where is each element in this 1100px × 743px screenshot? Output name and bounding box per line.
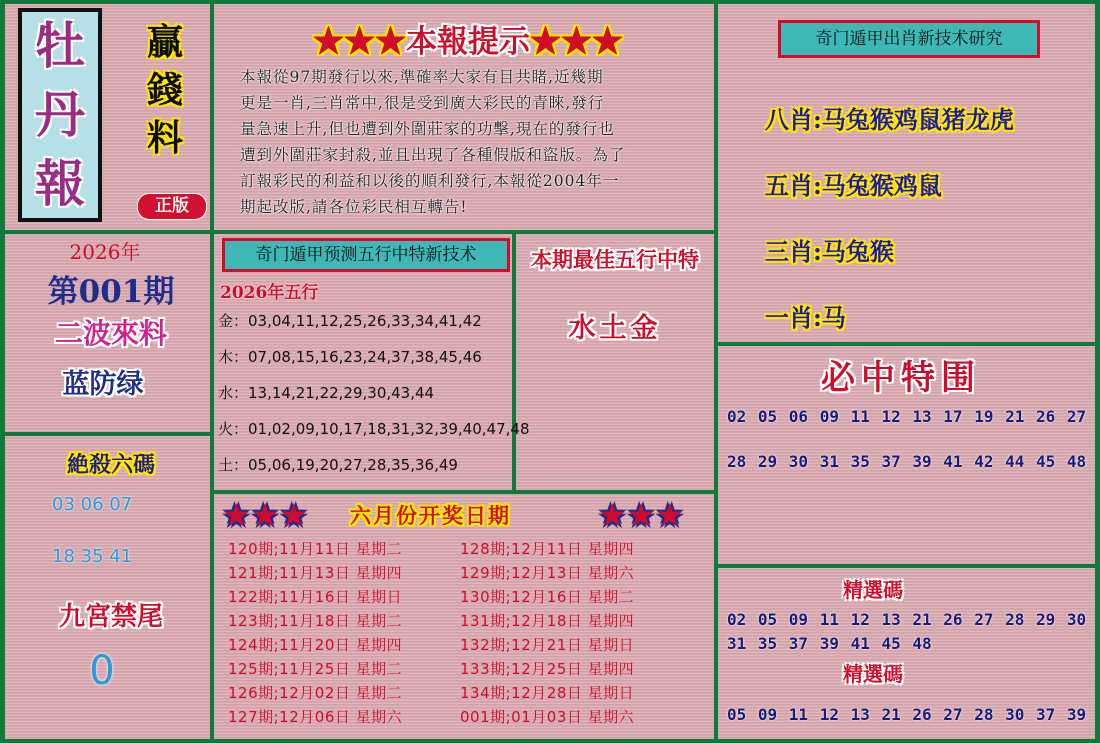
list-item: 127期;12月06日 星期六 [228,708,403,726]
logo-char-3: 報 [35,153,85,213]
draw-schedule-title: 六月份开奖日期 [350,503,511,528]
list-item: 120期;11月11日 星期二 [228,540,403,558]
issue-year: 2026年 [69,240,141,264]
notice-title [308,16,628,61]
tagline-char-3: 料 [146,117,183,159]
draw-list-left [228,538,402,730]
wuxing-row-water: 水：13,14,21,22,29,30,43,44 [218,384,435,402]
list-item: 131期;12月18日 星期四 [460,612,635,630]
selected-row-3: 05 09 11 12 13 21 26 27 28 30 37 39 [727,705,1087,724]
wuxing-row-metal: 金：03,04,11,12,25,26,33,34,41,42 [218,312,482,330]
masthead-logo [18,8,102,222]
list-item: 130期;12月16日 星期二 [460,588,635,606]
list-item: 128期;12月11日 星期四 [460,540,635,558]
notice-body [240,64,695,220]
tail-ban-value: 0 [89,648,115,694]
draw-list-right [460,538,634,730]
star-icon-right: ★★★ [598,496,685,534]
notice-title-text: 本報提示 [406,24,530,60]
genuine-badge: 正版 [137,193,207,220]
wuxing-row-wood: 木：07,08,15,16,23,24,37,38,45,46 [218,348,482,366]
logo-char-1: 牡 [35,16,85,76]
notice-line: 訂報彩民的利益和以後的順利發行,本報從2004年一 [240,172,620,190]
list-item: 123期;11月18日 星期二 [228,612,403,630]
notice-line: 量急速上升,但也遭到外圍莊家的功擊,現在的發行也 [240,120,615,138]
wuxing-box-title: 奇门遁甲预测五行中特新技术 [222,238,510,272]
zodiac-box-title: 奇门遁甲出肖新技术研究 [778,20,1040,58]
star-icon-left: ★★★ [313,24,406,60]
list-item: 001期;01月03日 星期六 [460,708,635,726]
selected-title-2: 精選碼 [843,662,903,686]
wuxing-row-fire: 火：01,02,09,10,17,18,31,32,39,40,47,48 [218,420,530,438]
must-hit-title: 必中特围 [821,358,981,398]
notice-line: 遭到外圍莊家封殺,並且出現了各種假版和盜版。為了 [240,146,626,164]
notice-line: 期起改版,請各位彩民相互轉告! [240,198,468,216]
list-item: 124期;11月20日 星期四 [228,636,403,654]
tagline-char-2: 錢 [146,69,183,111]
zodiac-row-one: 一肖:马 [765,303,846,332]
notice-line: 更是一肖,三肖常中,很是受到廣大彩民的青睞,發行 [240,94,605,112]
star-icon-right: ★★★ [530,24,623,60]
selected-row-1: 02 05 09 11 12 13 21 26 27 28 29 30 [727,610,1087,629]
best-element-title: 本期最佳五行中特 [531,247,699,272]
must-hit-row-1: 02 05 06 09 11 12 13 17 19 21 26 27 [727,407,1087,426]
list-item: 125期;11月25日 星期二 [228,660,403,678]
tagline [140,18,190,162]
best-element-value: 水土金 [568,313,662,344]
zodiac-row-five: 五肖:马兔猴鸡鼠 [765,171,942,200]
list-item: 133期;12月25日 星期四 [460,660,635,678]
tagline-char-1: 贏 [146,21,183,63]
round-label: 二波來料 [54,317,167,350]
tail-ban-title: 九宮禁尾 [58,602,163,632]
selected-row-2: 31 35 37 39 41 45 48 [727,634,932,653]
list-item: 122期;11月16日 星期日 [228,588,403,606]
kill-six-title: 絶殺六碼 [66,452,155,478]
zodiac-row-three: 三肖:马兔猴 [765,237,894,266]
wuxing-row-earth: 土：05,06,19,20,27,28,35,36,49 [218,456,458,474]
issue-period: 第001期 [47,274,175,310]
kill-nums-1: 03 06 07 [52,494,133,515]
must-hit-row-2: 28 29 30 31 35 37 39 41 42 44 45 48 [727,452,1087,471]
list-item: 121期;11月13日 星期四 [228,564,403,582]
guard-label: 蓝防绿 [62,369,144,400]
wuxing-year-title: 2026年五行 [220,283,319,303]
logo-char-2: 丹 [35,84,85,144]
list-item: 134期;12月28日 星期日 [460,684,635,702]
kill-nums-2: 18 35 41 [52,546,133,567]
list-item: 126期;12月02日 星期二 [228,684,403,702]
list-item: 129期;12月13日 星期六 [460,564,635,582]
selected-title-1: 精選碼 [843,578,903,602]
notice-line: 本報從97期發行以來,準確率大家有目共睹,近幾期 [240,68,604,86]
zodiac-row-eight: 八肖:马兔猴鸡鼠猪龙虎 [765,105,1014,134]
star-icon-left: ★★★ [222,496,309,534]
list-item: 132期;12月21日 星期日 [460,636,635,654]
